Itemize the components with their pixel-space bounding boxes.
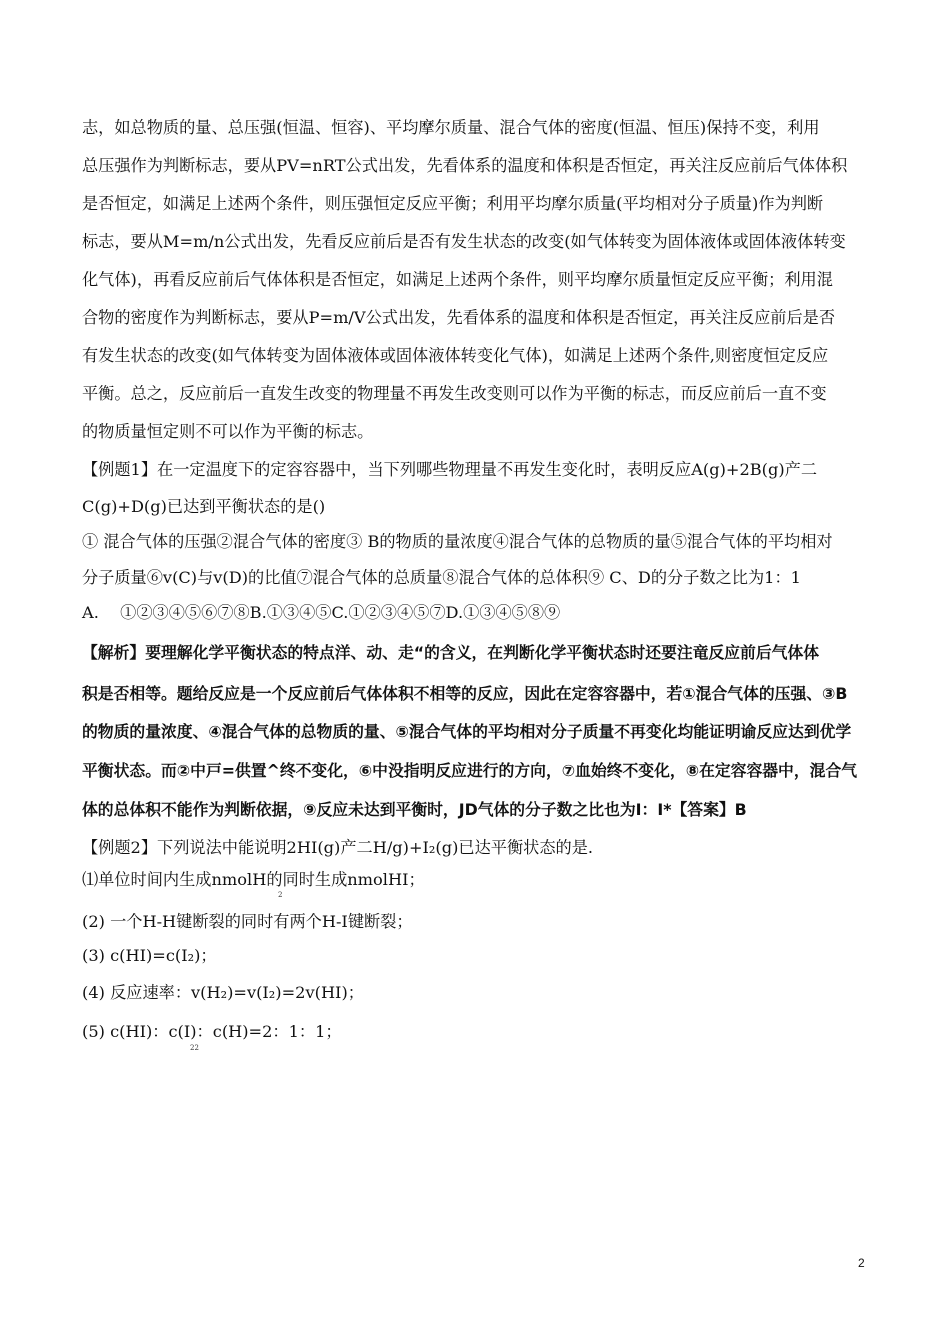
statement-4: (4) 反应速率：v(H₂)=v(I₂)=2v(HI)； — [82, 983, 364, 1002]
text-line: 总压强作为判断标志，要从PV=nRT公式出发，先看体系的温度和体积是否恒定，再关注反应前后气体体积 — [82, 156, 848, 175]
answer-options: A. ①②③④⑤⑥⑦⑧B.①③④⑤C.①②③④⑤⑦D.①③④⑤⑧⑨ — [82, 603, 561, 622]
page-number: 2 — [858, 1256, 865, 1270]
text-line: 的物质量恒定则不可以作为平衡的标志。 — [82, 422, 374, 441]
text-line: C(g)+D(g)已达到平衡状态的是() — [82, 497, 326, 516]
subscript-mark: 2 — [278, 891, 283, 899]
text-line: 分子质量⑥v(C)与v(D)的比值⑦混合气体的总质量⑧混合气体的总体积⑨ C、D的分子数之比为1：1 — [82, 568, 801, 587]
statement-1: ⑴单位时间内生成nmolH的同时生成nmolHI； — [82, 870, 425, 889]
statement-2: (2) 一个H-H键断裂的同时有两个H-I键断裂； — [82, 912, 413, 931]
text-line: 合物的密度作为判断标志，要从P=m/V公式出发，先看体系的温度和体积是否恒定，再关注反应前后是否 — [82, 308, 836, 327]
analysis-line: 平衡状态。而②中戸=供置^终不变化，⑥中没指明反应进行的方向，⑦血始终不变化，⑧在定容容器中，混合气 — [82, 761, 858, 780]
analysis-line: 积是否相等。题给反应是一个反应前后气体体积不相等的反应，因此在定容容器中，若①混合气体的压强、③B — [82, 684, 848, 703]
text-line: 标志，要从M=m/n公式出发，先看反应前后是否有发生状态的改变(如气体转变为固体液体或固体液体转变 — [82, 232, 846, 251]
text-line: 平衡。总之，反应前后一直发生改变的物理量不再发生改变则可以作为平衡的标志，而反应前后一直不变 — [82, 384, 827, 403]
text-line: 有发生状态的改变(如气体转变为固体液体或固体液体转变化气体)，如满足上述两个条件,则密度恒定反应 — [82, 346, 829, 365]
text-line: ① 混合气体的压强②混合气体的密度③ B的物质的量浓度④混合气体的总物质的量⑤混合气体的平均相对 — [82, 532, 833, 551]
example-1-question: 【例题1】在一定温度下的定容容器中，当下列哪些物理量不再发生变化时，表明反应A(g)+2B(g)产二 — [82, 460, 818, 479]
example-2-question: 【例题2】下列说法中能说明2HI(g)产二H/g)+I₂(g)已达平衡状态的是. — [82, 838, 594, 857]
analysis-line: 【解析】要理解化学平衡状态的特点洋、动、走“的含义，在判断化学平衡状态时还要注竜反应前后气体体 — [82, 643, 820, 662]
analysis-line: 的物质的量浓度、④混合气体的总物质的量、⑤混合气体的平均相对分子质量不再变化均能证明谕反应达到优学 — [82, 722, 852, 741]
subscript-mark: 22 — [190, 1044, 199, 1052]
statement-3: (3) c(HI)=c(I₂)； — [82, 946, 217, 965]
statement-5: (5) c(HI)：c(I)：c(H)=2：1：1； — [82, 1022, 342, 1041]
text-line: 是否恒定，如满足上述两个条件，则压强恒定反应平衡；利用平均摩尔质量(平均相对分子质量)作为判断 — [82, 194, 824, 213]
text-line: 化气体)，再看反应前后气体体积是否恒定，如满足上述两个条件，则平均摩尔质量恒定反应平衡；利用混 — [82, 270, 833, 289]
text-line: 志，如总物质的量、总压强(恒温、恒容)、平均摩尔质量、混合气体的密度(恒温、恒压)保持不变，利用 — [82, 118, 820, 137]
analysis-answer: 体的总体积不能作为判断依据，⑨反应未达到平衡时，JD气体的分子数之比也为I：I*【答案】B — [82, 800, 747, 819]
